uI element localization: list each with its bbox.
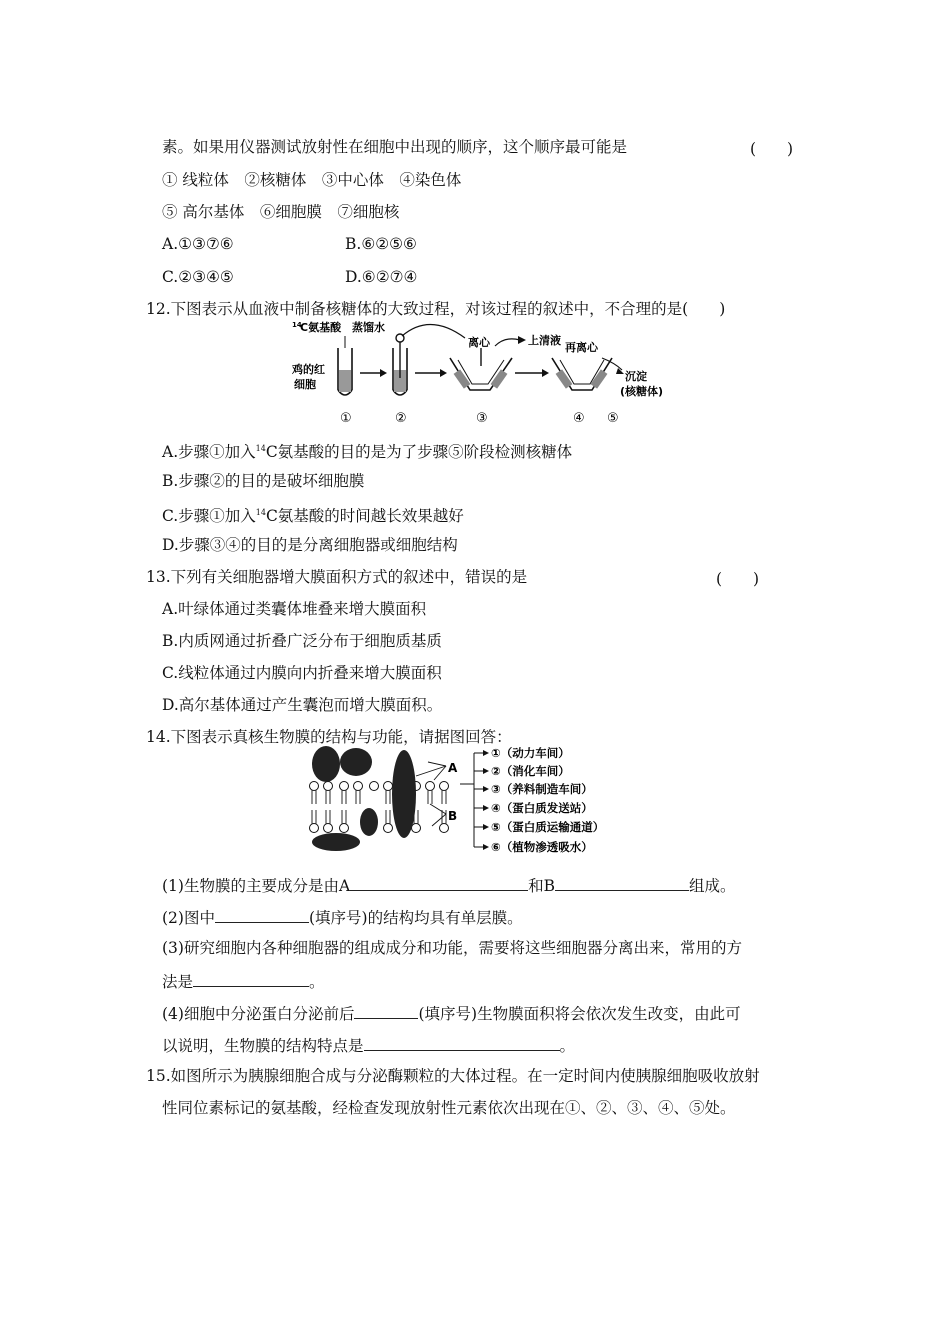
q12-option-b: B.步骤②的目的是破坏细胞膜 xyxy=(162,472,365,490)
fig14-item-3: ③（养料制造车间） xyxy=(491,782,593,796)
fig12-step-1: ① xyxy=(340,411,352,426)
fig14-item-4: ④（蛋白质发送站） xyxy=(491,801,593,815)
q11-answer-paren: ( ) xyxy=(750,140,794,158)
fig14-arrow-bracket xyxy=(460,753,484,847)
q14-blank-a[interactable] xyxy=(350,874,528,891)
q11-stem-tail: 素。如果用仪器测试放射性在细胞中出现的顺序，这个顺序最可能是 xyxy=(162,138,628,156)
q14-part4-line1: (4)细胞中分泌蛋白分泌前后 (填序号)生物膜面积将会依次发生改变，由此可 xyxy=(162,1002,741,1024)
q15-line2: 性同位素标记的氨基酸，经检查发现放射性元素依次出现在①、②、③、④、⑤处。 xyxy=(162,1099,736,1117)
fig14-item-5: ⑤（蛋白质运输通道） xyxy=(491,820,605,834)
fig12-water-label: 蒸馏水 xyxy=(352,321,385,334)
fig12-step-5: ⑤ xyxy=(607,411,619,426)
q14-part3-line2: 法是 。 xyxy=(162,970,325,992)
fig12-cell-label-2: 细胞 xyxy=(294,378,316,391)
q14-blank-b[interactable] xyxy=(555,874,689,891)
q13-option-c: C.线粒体通过内膜向内折叠来增大膜面积 xyxy=(162,664,442,682)
fig14-proteins xyxy=(312,746,416,851)
fig12-arrow-2 xyxy=(415,369,447,377)
fig12-centrifuge-2 xyxy=(552,358,612,390)
fig12-tube-2 xyxy=(393,334,407,395)
fig12-recentrifuge-label: 再离心 xyxy=(565,341,598,354)
q11-items-row1: ① 线粒体 ②核糖体 ③中心体 ④染色体 xyxy=(162,171,462,189)
q14-part2: (2)图中 (填序号)的结构均具有单层膜。 xyxy=(162,906,523,928)
q13-option-d: D.高尔基体通过产生囊泡而增大膜面积。 xyxy=(162,696,443,714)
fig12-ribosome-label: (核糖体) xyxy=(620,385,664,398)
q14-blank-membrane-order[interactable] xyxy=(354,1002,418,1019)
fig12-curved-arrow-1 xyxy=(402,324,465,338)
q11-option-c: C.②③④⑤ xyxy=(162,268,234,286)
fig12-cell-label-1: 鸡的红 xyxy=(292,363,325,376)
q14-part4-line2: 以说明，生物膜的结构特点是 。 xyxy=(162,1034,575,1056)
fig12-step-4: ④ xyxy=(573,411,585,426)
fig12-c14-superscript: 14 xyxy=(292,321,302,329)
q14-blank-structure-feature[interactable] xyxy=(364,1034,560,1051)
fig12-curved-arrow-2 xyxy=(495,339,520,346)
fig12-c14-label: C氨基酸 xyxy=(300,321,342,334)
q13-option-b: B.内质网通过折叠广泛分布于细胞质基质 xyxy=(162,632,442,650)
q15-line1: 15.如图所示为胰腺细胞合成与分泌酶颗粒的大体过程。在一定时间内使胰腺细胞吸收放射 xyxy=(146,1067,760,1085)
fig12-step-2: ② xyxy=(395,411,407,426)
ribosome-preparation-figure xyxy=(290,318,680,428)
membrane-structure-figure xyxy=(306,744,646,856)
q12-option-d: D.步骤③④的目的是分离细胞器或细胞结构 xyxy=(162,536,458,554)
q14-part1: (1)生物膜的主要成分是由A 和B 组成。 xyxy=(162,874,736,896)
q12-stem: 12.下图表示从血液中制备核糖体的大致过程，对该过程的叙述中，不合理的是( ) xyxy=(146,300,726,318)
fig12-supernatant-label: 上清液 xyxy=(528,334,561,347)
q11-option-b: B.⑥②⑤⑥ xyxy=(345,235,417,253)
q12-option-c: C.步骤①加入$^{14}$C氨基酸的时间越长效果越好 xyxy=(162,507,464,526)
fig14-item-6: ⑥（植物渗透吸水） xyxy=(491,840,593,854)
fig14-pointers xyxy=(416,762,446,826)
fig12-centrifuge-1 xyxy=(450,348,512,390)
q13-option-a: A.叶绿体通过类囊体堆叠来增大膜面积 xyxy=(162,600,427,618)
fig12-tube-1 xyxy=(338,336,352,395)
fig12-step-3: ③ xyxy=(476,411,488,426)
fig12-centrifuge-label: 离心 xyxy=(468,336,490,349)
q12-option-a: A.步骤①加入$^{14}$C氨基酸的目的是为了步骤⑤阶段检测核糖体 xyxy=(162,443,573,462)
fig12-arrow-1 xyxy=(360,369,387,377)
fig14-lipid-heads-bottom xyxy=(310,824,449,833)
q13-answer-paren: ( ) xyxy=(716,570,760,588)
fig12-arrow-3 xyxy=(515,369,549,377)
q13-stem: 13.下列有关细胞器增大膜面积方式的叙述中，错误的是 xyxy=(146,568,528,586)
fig14-item-1: ①（动力车间） xyxy=(491,746,570,760)
q14-blank-method[interactable] xyxy=(193,970,309,987)
q14-part3-line1: (3)研究细胞内各种细胞器的组成成分和功能，需要将这些细胞器分离出来，常用的方 xyxy=(162,939,742,957)
fig14-label-a: A xyxy=(448,761,458,775)
fig14-label-b: B xyxy=(448,809,458,823)
q14-blank-single-membrane[interactable] xyxy=(215,906,309,923)
q14-stem: 14.下图表示真核生物膜的结构与功能，请据图回答： xyxy=(146,728,512,746)
q11-items-row2: ⑤ 高尔基体 ⑥细胞膜 ⑦细胞核 xyxy=(162,203,400,221)
q11-option-d: D.⑥②⑦④ xyxy=(345,268,418,286)
fig12-sediment-label: 沉淀 xyxy=(625,370,647,383)
fig14-lipid-tails xyxy=(312,790,446,824)
fig14-lipid-heads-top xyxy=(310,782,449,791)
q11-option-a: A.①③⑦⑥ xyxy=(162,235,234,253)
fig14-item-2: ②（消化车间） xyxy=(491,764,570,778)
fig14-arrowheads xyxy=(483,750,489,850)
